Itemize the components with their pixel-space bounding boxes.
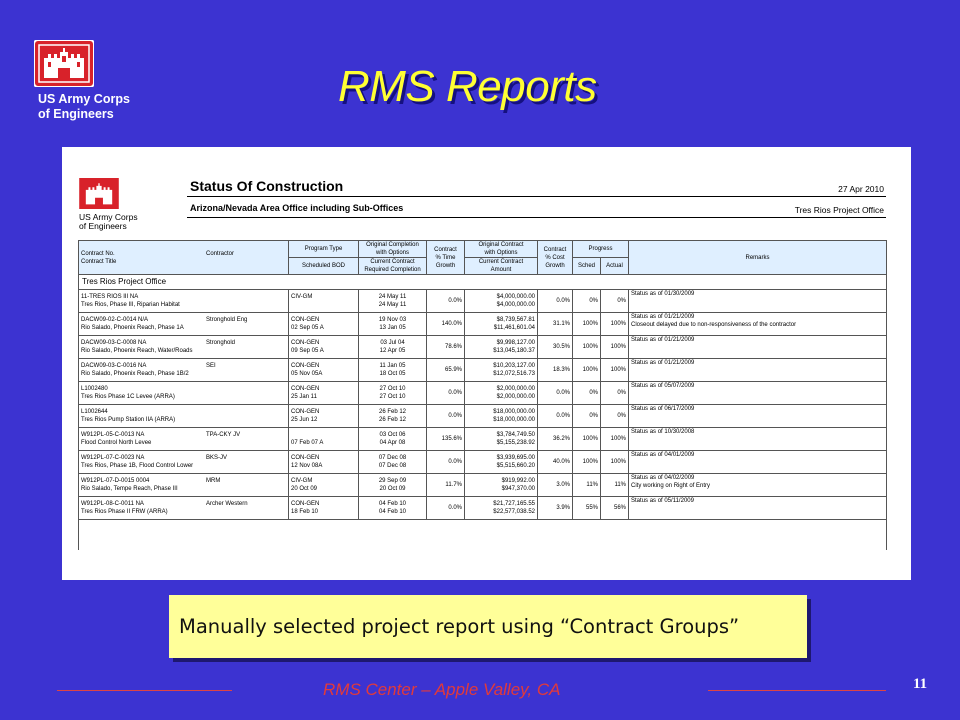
contract-cell xyxy=(79,428,289,451)
curr-amount: $22,577,038.52 xyxy=(493,509,535,515)
table-row xyxy=(79,428,887,451)
remark-status: Status as of 10/30/2008 xyxy=(631,429,695,435)
contract-title: Tres Rios Phase 1C Levee (ARRA) xyxy=(81,394,175,400)
orig-amount: $3,939,695.00 xyxy=(496,455,535,461)
curr-amount: $2,000,000.00 xyxy=(496,394,535,400)
report-panel xyxy=(62,147,911,580)
header-curr-completion-2: Required Completion xyxy=(364,267,421,273)
report-title: Status Of Construction xyxy=(190,178,344,194)
time-growth: 0.0% xyxy=(427,290,465,313)
contract-no: DACW09-03-C-0008 NA xyxy=(81,340,147,346)
progress-sched: 100% xyxy=(573,336,601,359)
cost-growth: 0.0% xyxy=(538,405,573,428)
cost-growth: 30.5% xyxy=(538,336,573,359)
orig-completion: 03 Oct 06 xyxy=(379,432,406,438)
table-row xyxy=(79,497,887,520)
header-time-growth-1: Contract xyxy=(434,246,457,253)
program-type: CON-GEN xyxy=(291,317,320,323)
amount-cell xyxy=(465,428,538,451)
footer-text: RMS Center – Apple Valley, CA xyxy=(323,680,561,699)
remark-note xyxy=(631,367,884,375)
slide-title: RMS Reports xyxy=(338,62,597,111)
table-row xyxy=(79,382,887,405)
orig-amount: $21,727,165.55 xyxy=(493,501,535,507)
amount-cell xyxy=(465,290,538,313)
program-cell xyxy=(289,405,359,428)
orig-completion: 27 Oct 10 xyxy=(379,386,406,392)
cost-growth: 36.2% xyxy=(538,428,573,451)
table-row xyxy=(79,359,887,382)
time-growth: 78.6% xyxy=(427,336,465,359)
remarks-cell xyxy=(629,405,887,428)
time-growth: 0.0% xyxy=(427,382,465,405)
org-name xyxy=(38,92,130,122)
header-actual: Actual xyxy=(601,258,629,275)
orig-completion: 29 Sep 09 xyxy=(378,478,407,484)
contract-no: W912PL-05-C-0013 NA xyxy=(81,432,145,438)
remark-note xyxy=(631,298,884,306)
amount-cell xyxy=(465,405,538,428)
header-curr-completion-1: Current Contract xyxy=(370,259,415,265)
completion-cell xyxy=(359,451,427,474)
remark-status: Status as of 01/21/2009 xyxy=(631,360,695,366)
remarks-cell xyxy=(629,497,887,520)
progress-sched: 0% xyxy=(573,405,601,428)
remark-status: Status as of 01/21/2009 xyxy=(631,314,695,320)
curr-completion: 27 Oct 10 xyxy=(379,394,406,400)
progress-actual: 100% xyxy=(601,336,629,359)
report-org-line1: US Army Corps xyxy=(79,212,138,222)
progress-sched: 100% xyxy=(573,359,601,382)
program-type: CON-GEN xyxy=(291,386,320,392)
completion-cell xyxy=(359,474,427,497)
caption-box xyxy=(169,595,807,658)
remark-status: Status as of 05/07/2009 xyxy=(631,383,695,389)
scheduled-bod: 25 Jun 12 xyxy=(291,417,318,423)
table-row xyxy=(79,474,887,497)
contract-no: W912PL-08-C-0011 NA xyxy=(81,501,144,507)
curr-completion: 12 Apr 05 xyxy=(379,348,406,354)
curr-amount: $13,045,180.37 xyxy=(493,348,535,354)
orig-amount: $10,203,127.00 xyxy=(493,363,535,369)
remarks-cell xyxy=(629,382,887,405)
curr-amount: $11,461,601.04 xyxy=(493,325,535,331)
contract-title: Rio Salado, Phoenix Reach, Water/Roads xyxy=(81,348,193,354)
curr-completion: 07 Dec 08 xyxy=(378,463,407,469)
completion-cell xyxy=(359,359,427,382)
curr-amount: $947,370.00 xyxy=(501,486,535,492)
program-cell xyxy=(289,474,359,497)
group-label: Tres Rios Project Office xyxy=(79,275,887,290)
contract-title: Tres Rios, Phase 1B, Flood Control Lower xyxy=(81,463,194,469)
header-contract-no: Contract No. xyxy=(81,250,115,257)
orig-amount: $919,992.00 xyxy=(501,478,535,484)
program-type: CIV-GM xyxy=(291,478,313,484)
scheduled-bod xyxy=(291,301,356,309)
remark-note xyxy=(631,505,884,513)
completion-cell xyxy=(359,428,427,451)
time-growth: 0.0% xyxy=(427,405,465,428)
amount-cell xyxy=(465,382,538,405)
remark-note xyxy=(631,459,884,467)
program-type: CON-GEN xyxy=(291,409,320,415)
orig-completion: 26 Feb 12 xyxy=(378,409,407,415)
page-number: 11 xyxy=(913,676,928,692)
curr-completion: 26 Feb 12 xyxy=(378,417,407,423)
completion-cell xyxy=(359,497,427,520)
contract-cell xyxy=(79,382,289,405)
progress-sched: 100% xyxy=(573,428,601,451)
header-curr-contract xyxy=(465,258,538,275)
program-cell xyxy=(289,497,359,520)
remark-note: Closeout delayed due to non-responsiveness of the contractor xyxy=(631,322,797,328)
amount-cell xyxy=(465,451,538,474)
scheduled-bod: 09 Sep 05 A xyxy=(291,348,324,354)
scheduled-bod: 05 Nov 05A xyxy=(291,371,323,377)
program-cell xyxy=(289,451,359,474)
orig-amount: $4,000,000.00 xyxy=(496,294,535,300)
header-progress: Progress xyxy=(573,241,629,258)
program-cell xyxy=(289,336,359,359)
report-divider xyxy=(187,196,886,197)
header-time-growth-2: % Time xyxy=(435,254,456,261)
amount-cell xyxy=(465,313,538,336)
header-sched: Sched xyxy=(573,258,601,275)
progress-sched: 0% xyxy=(573,290,601,313)
remark-status: Status as of 04/01/2009 xyxy=(631,452,695,458)
orig-amount: $9,998,127.00 xyxy=(496,340,535,346)
cost-growth: 3.9% xyxy=(538,497,573,520)
contract-cell xyxy=(79,313,289,336)
footer-rule-right xyxy=(708,690,886,691)
report-date: 27 Apr 2010 xyxy=(838,184,884,194)
remark-note xyxy=(631,390,884,398)
progress-sched: 55% xyxy=(573,497,601,520)
cost-growth: 3.0% xyxy=(538,474,573,497)
usace-castle-logo xyxy=(34,40,94,87)
contract-no: W912PL-07-D-0015 0004 xyxy=(81,478,150,484)
progress-actual: 11% xyxy=(601,474,629,497)
completion-cell xyxy=(359,405,427,428)
progress-sched: 100% xyxy=(573,451,601,474)
contractor: BKS-JV xyxy=(206,455,228,461)
cost-growth: 31.1% xyxy=(538,313,573,336)
program-cell xyxy=(289,428,359,451)
orig-completion: 07 Dec 08 xyxy=(378,455,407,461)
amount-cell xyxy=(465,474,538,497)
time-growth: 0.0% xyxy=(427,451,465,474)
remarks-cell xyxy=(629,359,887,382)
curr-completion: 24 May 11 xyxy=(378,302,407,308)
remarks-cell xyxy=(629,336,887,359)
program-cell xyxy=(289,290,359,313)
cost-growth: 40.0% xyxy=(538,451,573,474)
progress-actual: 100% xyxy=(601,359,629,382)
curr-completion: 04 Apr 08 xyxy=(379,440,406,446)
contractor: Stronghold Eng xyxy=(206,317,248,323)
report-divider xyxy=(187,217,886,218)
remark-status: Status as of 01/30/2009 xyxy=(631,291,695,297)
header-orig-contract-2: with Options xyxy=(484,250,518,256)
curr-completion: 18 Oct 05 xyxy=(379,371,406,377)
remark-status: Status as of 06/17/2009 xyxy=(631,406,695,412)
header-orig-completion xyxy=(359,241,427,258)
contract-cell xyxy=(79,451,289,474)
progress-actual: 0% xyxy=(601,405,629,428)
progress-actual: 100% xyxy=(601,428,629,451)
remarks-cell xyxy=(629,313,887,336)
contract-title: Flood Control North Levee xyxy=(81,440,152,446)
time-growth: 140.0% xyxy=(427,313,465,336)
curr-amount: $5,155,238.92 xyxy=(496,440,535,446)
orig-amount: $8,739,567.81 xyxy=(496,317,535,323)
program-type: CON-GEN xyxy=(291,363,320,369)
orig-completion: 19 Nov 03 xyxy=(378,317,407,323)
header-contract-title: Contract Title xyxy=(81,258,117,265)
time-growth: 135.6% xyxy=(427,428,465,451)
table-row xyxy=(79,290,887,313)
header-remarks: Remarks xyxy=(629,241,887,275)
remark-status: Status as of 04/02/2009 xyxy=(631,475,695,481)
curr-amount: $4,000,000.00 xyxy=(496,302,535,308)
status-table xyxy=(78,240,887,550)
scheduled-bod: 25 Jan 11 xyxy=(291,394,317,400)
progress-actual: 0% xyxy=(601,290,629,313)
table-row xyxy=(79,405,887,428)
time-growth: 11.7% xyxy=(427,474,465,497)
table-body xyxy=(79,290,887,520)
amount-cell xyxy=(465,359,538,382)
program-cell xyxy=(289,313,359,336)
program-cell xyxy=(289,382,359,405)
caption-text: Manually selected project report using “Contract Groups” xyxy=(179,615,740,638)
program-type: CON-GEN xyxy=(291,455,320,461)
curr-amount: $5,515,660.20 xyxy=(496,463,535,469)
orig-completion: 24 May 11 xyxy=(378,294,407,300)
time-growth: 0.0% xyxy=(427,497,465,520)
header-orig-contract-1: Original Contract xyxy=(478,242,524,248)
blank-row xyxy=(79,520,887,551)
scheduled-bod: 12 Nov 08A xyxy=(291,463,323,469)
completion-cell xyxy=(359,290,427,313)
remarks-cell xyxy=(629,474,887,497)
contract-cell xyxy=(79,474,289,497)
contract-no: DACW09-03-C-0016 NA xyxy=(81,363,147,369)
remark-note: City working on Right of Entry xyxy=(631,483,711,489)
header-time-growth xyxy=(427,241,465,275)
curr-amount: $18,000,000.00 xyxy=(493,417,535,423)
header-orig-completion-2: with Options xyxy=(375,250,409,256)
contract-cell xyxy=(79,497,289,520)
header-curr-contract-1: Current Contract xyxy=(478,259,524,265)
scheduled-bod: 18 Feb 10 xyxy=(291,509,319,515)
completion-cell xyxy=(359,313,427,336)
curr-completion: 20 Oct 09 xyxy=(379,486,406,492)
orig-completion: 11 Jan 05 xyxy=(379,363,406,369)
contract-no: DACW09-02-C-0014 N/A xyxy=(81,317,149,323)
footer-rule-left xyxy=(57,690,232,691)
program-cell xyxy=(289,359,359,382)
contract-no: L1002480 xyxy=(81,386,108,392)
remark-note xyxy=(631,436,884,444)
completion-cell xyxy=(359,382,427,405)
curr-completion: 04 Feb 10 xyxy=(378,509,407,515)
curr-amount: $12,072,516.73 xyxy=(493,371,535,377)
report-subtitle: Arizona/Nevada Area Office including Sub-Offices xyxy=(190,203,404,213)
report-project-office: Tres Rios Project Office xyxy=(794,205,884,215)
scheduled-bod: 20 Oct 09 xyxy=(291,486,318,492)
header-contractor: Contractor xyxy=(206,250,235,257)
header-program-type: Program Type xyxy=(289,241,359,258)
remarks-cell xyxy=(629,290,887,313)
report-org-line2: of Engineers xyxy=(79,221,127,231)
table-row xyxy=(79,336,887,359)
report-org-name xyxy=(79,213,138,231)
progress-actual: 100% xyxy=(601,451,629,474)
orig-amount: $3,784,749.50 xyxy=(496,432,535,438)
orig-amount: $18,000,000.00 xyxy=(493,409,535,415)
contractor: Stronghold xyxy=(206,340,236,346)
cost-growth: 0.0% xyxy=(538,382,573,405)
header-curr-contract-2: Amount xyxy=(490,267,512,273)
program-type xyxy=(291,431,356,439)
header-time-growth-3: Growth xyxy=(435,262,456,269)
progress-sched: 0% xyxy=(573,382,601,405)
contract-title: Rio Salado, Tempe Reach, Phase III xyxy=(81,486,178,492)
org-name-line1: US Army Corps xyxy=(38,92,130,106)
contractor: SEI xyxy=(206,363,216,369)
completion-cell xyxy=(359,336,427,359)
contract-no: L1002644 xyxy=(81,409,108,415)
contract-no: 11-TRES RIOS III NA xyxy=(81,294,139,300)
progress-actual: 56% xyxy=(601,497,629,520)
contract-title: Tres Rios Phase II FRW (ARRA) xyxy=(81,509,168,515)
header-cost-growth-1: Contract xyxy=(543,246,567,253)
contractor: MRM xyxy=(206,478,221,484)
contract-cell xyxy=(79,359,289,382)
contract-title: Tres Rios Pump Station IIA (ARRA) xyxy=(81,417,176,423)
table-row xyxy=(79,313,887,336)
progress-actual: 0% xyxy=(601,382,629,405)
cost-growth: 18.3% xyxy=(538,359,573,382)
scheduled-bod: 07 Feb 07 A xyxy=(291,440,324,446)
remark-status: Status as of 05/11/2009 xyxy=(631,498,694,504)
header-cost-growth-2: % Cost xyxy=(545,254,565,261)
contract-no: W912PL-07-C-0023 NA xyxy=(81,455,145,461)
remarks-cell xyxy=(629,428,887,451)
scheduled-bod: 02 Sep 05 A xyxy=(291,325,324,331)
amount-cell xyxy=(465,336,538,359)
progress-sched: 11% xyxy=(573,474,601,497)
contractor: Archer Western xyxy=(206,501,248,507)
orig-amount: $2,000,000.00 xyxy=(496,386,535,392)
orig-completion: 03 Jul 04 xyxy=(380,340,405,346)
program-type: CIV-GM xyxy=(291,294,313,300)
amount-cell xyxy=(465,497,538,520)
header-cost-growth xyxy=(538,241,573,275)
contract-title: Rio Salado, Phoenix Reach, Phase 1B/2 xyxy=(81,371,189,377)
header-contract xyxy=(79,241,289,275)
contract-title: Rio Salado, Phoenix Reach, Phase 1A xyxy=(81,325,184,331)
header-curr-completion xyxy=(359,258,427,275)
time-growth: 65.9% xyxy=(427,359,465,382)
remark-status: Status as of 01/21/2009 xyxy=(631,337,695,343)
header-scheduled-bod: Scheduled BOD xyxy=(289,258,359,275)
remark-note xyxy=(631,413,884,421)
table-row xyxy=(79,451,887,474)
progress-actual: 100% xyxy=(601,313,629,336)
remarks-cell xyxy=(629,451,887,474)
contract-cell xyxy=(79,290,289,313)
contract-title: Tres Rios, Phase III, Riparian Habitat xyxy=(81,302,180,308)
header-cost-growth-3: Growth xyxy=(545,262,565,269)
contract-cell xyxy=(79,336,289,359)
program-type: CON-GEN xyxy=(291,340,320,346)
progress-sched: 100% xyxy=(573,313,601,336)
curr-completion: 13 Jan 05 xyxy=(379,325,406,331)
remark-note xyxy=(631,344,884,352)
cost-growth: 0.0% xyxy=(538,290,573,313)
orig-completion: 04 Feb 10 xyxy=(378,501,407,507)
report-castle-logo xyxy=(79,178,119,209)
header-orig-contract xyxy=(465,241,538,258)
contract-cell xyxy=(79,405,289,428)
contractor: TPA-CKY JV xyxy=(206,432,241,438)
header-orig-completion-1: Original Completion xyxy=(366,242,419,248)
program-type: CON-GEN xyxy=(291,501,320,507)
org-name-line2: of Engineers xyxy=(38,107,114,121)
